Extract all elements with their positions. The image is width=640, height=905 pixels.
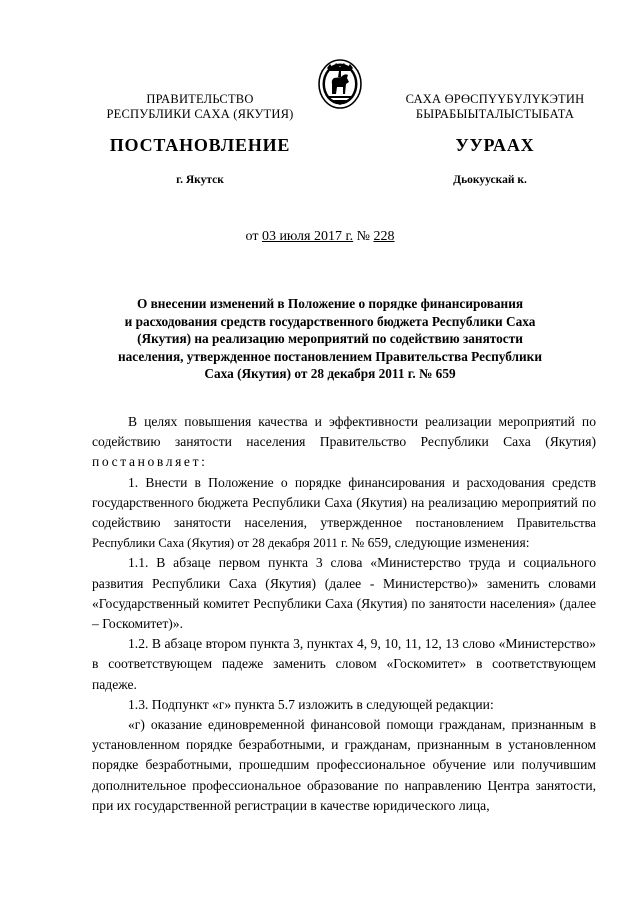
paragraph-preamble — [92, 412, 596, 473]
title-line: Саха (Якутия) от 28 декабря 2011 г. № 659 — [204, 366, 456, 381]
document-date: 03 июля 2017 г. — [261, 229, 354, 244]
left-org-line2: РЕСПУБЛИКИ САХА (ЯКУТИЯ) — [106, 107, 294, 121]
title-line: (Якутия) на реализацию мероприятий по содействию занятости — [137, 331, 523, 346]
doc-type-sakha: УУРААХ — [455, 135, 535, 155]
government-name-russian — [100, 92, 300, 122]
left-org-line1: ПРАВИТЕЛЬСТВО — [146, 92, 254, 106]
paragraph-item-1-1: 1.1. В абзаце первом пункта 3 слова «Министерство труда и социального развития Республики Саха (Якутия) (далее - Министерство)» заменить словами «Государственный комитет Республики Саха (Якутия) по занятости населения» (далее – Госкомитет)». — [92, 555, 596, 632]
title-line: населения, утвержденное постановлением Правительства Республики — [118, 348, 542, 364]
doc-type-russian: ПОСТАНОВЛЕНИЕ — [109, 135, 291, 155]
document-number: 228 — [373, 229, 395, 244]
paragraph-item-1 — [92, 473, 596, 554]
document-title — [110, 295, 550, 383]
sakha-coat-of-arms-icon — [317, 58, 363, 110]
item-1-text-small: постановлением Правительства Республики Саха (Якутия) от 28 декабря 2011 г. — [92, 516, 596, 551]
right-org-line2: БЫРАБЫЫТАЛЫСТЫБАТА — [415, 107, 575, 121]
date-prefix: от — [245, 229, 262, 244]
item-1-text-b: № 659, следующие изменения: — [347, 535, 530, 551]
paragraph-subitem-g: «г) оказание единовременной финансовой помощи гражданам, признанным в установленном порядке безработными, и гражданам, признанным в установленном порядке безработными, прошедшим профессиональное обучение или получившим дополнительное профессиональное образование по направлению Центра занятости, при их государственной регистрации в качестве юридического лица, — [92, 717, 596, 813]
title-line: О внесении изменений в Положение о порядке финансирования — [136, 296, 524, 311]
item-1-text-a: 1. Внести в Положение о порядке финансирования и расходования средств государственного бюджета Республики Саха (Якутия) на реализацию мероприятий по содействию занятости населения, утвержденное — [92, 474, 596, 531]
title-line: и расходования средств государственного бюджета Республики Саха — [124, 313, 536, 329]
right-org-line1: САХА ӨРӨСПҮҮБҮЛҮКЭТИН — [405, 92, 585, 106]
preamble-text: В целях повышения качества и эффективности реализации мероприятий по содействию занятости населения Правительство Республики Саха (Якутия) — [92, 414, 596, 450]
date-number-line — [0, 229, 640, 245]
city-russian: г. Якутск — [176, 174, 224, 186]
number-prefix: № — [353, 229, 374, 244]
paragraph-item-1-3: 1.3. Подпункт «г» пункта 5.7 изложить в следующей редакции: — [128, 696, 494, 712]
city-sakha: Дьокуускай к. — [453, 174, 527, 186]
decree-keyword: постановляет: — [92, 454, 208, 470]
government-name-sakha — [390, 92, 600, 122]
paragraph-item-1-2: 1.2. В абзаце втором пункта 3, пунктах 4, 9, 10, 11, 12, 13 слово «Министерство» в соответствующем падеже заменить словом «Госкомитет» в соответствующем падеже. — [92, 636, 596, 692]
document-body — [92, 412, 596, 816]
